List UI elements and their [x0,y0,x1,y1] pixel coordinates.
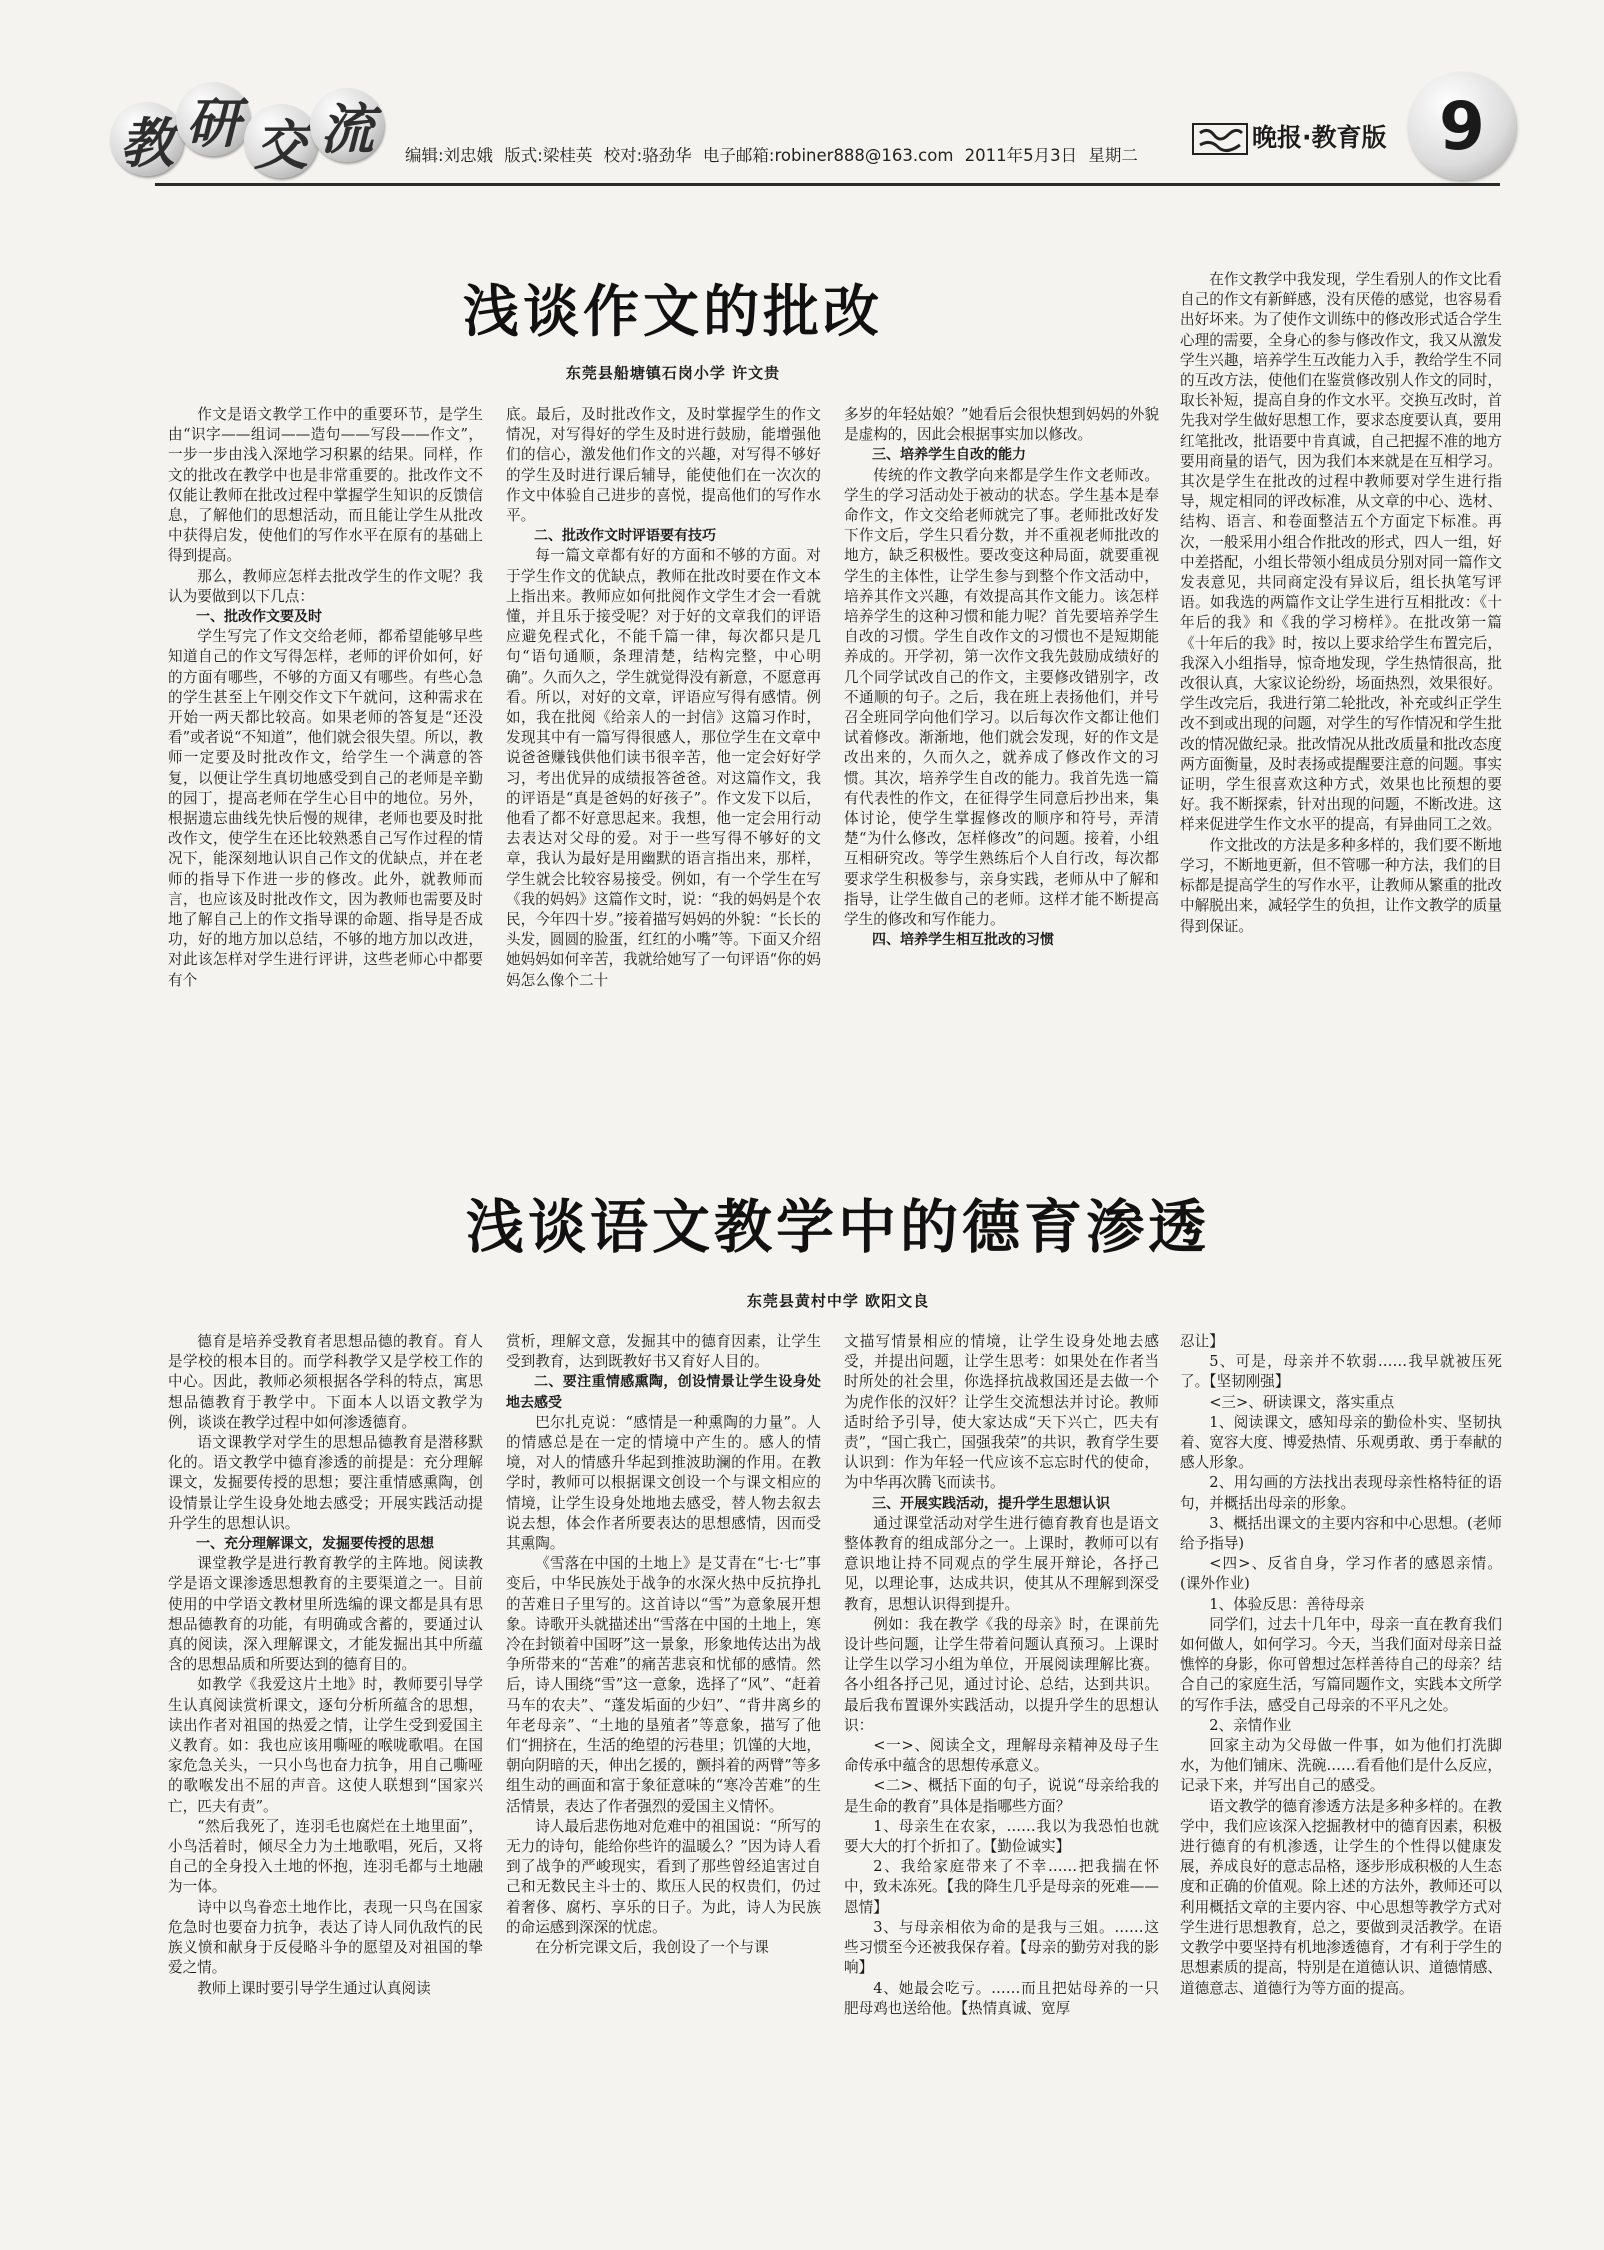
section-name-logo [110,91,440,186]
section-char: 交 [244,104,318,178]
paragraph: 作文是语文教学工作中的重要环节，是学生由“识字——组词——造句——写段——作文”，一步一步由浅入深地学习积累的结果。同样，作文的批改在教学中也是非常重要的。批改作文不仅能让教师在批改过程中掌握学生知识的反馈信息，了解他们的思想活动，而且能让学生从批改中获得启发，使他们的写作水平在原有的基础上得到提高。 [168,406,483,565]
paragraph: 文描写情景相应的情境，让学生设身处地去感受，并提出问题，让学生思考：如果处在作者当时所处的社会里，你选择抗战救国还是去做一个为虎作伥的汉奸？让学生交流想法并讨论。教师适时给予引导，使大家达成“天下兴亡，匹夫有责”，“国亡我亡，国强我荣”的共识，教育学生要认识到：作为年轻一代应该不忘忘时代的使命，为中华再次腾飞而读书。 [844,1333,1159,1492]
paragraph: 3、概括出课文的主要内容和中心思想。(老师给予指导) [1180,1514,1502,1553]
paragraph: “然后我死了，连羽毛也腐烂在土地里面”，小鸟活着时，倾尽全力为土地歌唱，死后，又将自己的全身投入土地的怀抱，连羽毛都与土地融为一体。 [168,1817,483,1896]
paragraph: 2、亲情作业 [1209,1716,1292,1734]
section-heading: 一、充分理解课文，发掘要传授的思想 [196,1536,434,1553]
page-header [100,87,1500,186]
section-char: 教 [110,102,184,176]
paragraph: 语文课教学对学生的思想品德教育是潜移默化的。语文教学中德育渗透的前提是：充分理解课文，发掘要传授的思想；要注重情感熏陶，创设情景让学生设身处地去感受；开展实践活动提升学生的思想认识。 [168,1434,483,1532]
article-essay-correction [168,240,1508,1190]
paragraph: 课堂教学是进行教育教学的主阵地。阅读教学是语文课渗透思想教育的主要渠道之一。目前使用的中学语文教材里所选编的课文都是具有思想品德教育的功能，有明确或含蓄的，要通过认真的阅读，深入理解课文，才能发掘出其中所蕴含的思想品质和所要达到的德育目的。 [168,1555,483,1674]
paragraph: 赏析，理解文意，发掘其中的德育因素，让学生受到教育，达到既教好书又育好人目的。 [506,1333,821,1371]
paragraph: 诗人最后悲伤地对危难中的祖国说：“所写的无力的诗句，能给你些许的温暖么？”因为诗人看到了战争的严峻现实，看到了那些曾经追害过自己和无数民主斗士的、欺压人民的权贵们，仍过着奢侈、腐朽、享乐的日子。为此，诗人为民族的命运感到深深的忧虑。 [506,1817,821,1936]
section-heading: 三、开展实践活动，提升学生思想认识 [872,1495,1110,1512]
paragraph: 忍让】 [1180,1333,1224,1350]
paragraph: <三>、研读课文，落实重点 [1209,1393,1395,1411]
article-moral-education [168,1180,1508,2180]
newspaper-logo-icon [1192,121,1248,157]
section-char: 研 [176,82,250,156]
paragraph: 回家主动为父母做一件事，如为他们打洗脚水，为他们铺床、洗碗……看看他们是什么反应，记录下来，并写出自己的感受。 [1180,1737,1502,1795]
article-title: 浅谈语文教学中的德育渗透 [465,1193,1210,1261]
paragraph: 在分析完课文后，我创设了一个与课 [535,1939,769,1957]
article-column [844,1332,1159,2182]
paragraph: 教师上课时要引导学生通过认真阅读 [197,1979,431,1997]
header-rule [155,183,1500,186]
paragraph: 2、用勾画的方法找出表现母亲性格特征的语句，并概括出母亲的形象。 [1180,1474,1502,1512]
section-char: 流 [310,88,384,162]
article-column [168,1332,483,2182]
paragraph: 诗中以鸟眷恋土地作比，表现一只鸟在国家危急时也要奋力抗争，表达了诗人同仇敌忾的民族义愤和献身于反侵略斗争的愿望及对祖国的挚爱之情。 [168,1898,483,1977]
article-column [506,1332,821,2182]
paragraph: <二>、概括下面的句子，说说“母亲给我的是生命的教育”具体是指哪些方面？ [844,1777,1159,1815]
paragraph: 作文批改的方法是多种多样的，我们要不断地学习，不断地更新，但不管哪一种方法，我们的目标都是提高学生的写作水平，让教师从繁重的批改中解脱出来，减轻学生的负担，让作文教学的质量得到保证。 [1180,836,1502,935]
paragraph: 2、我给家庭带来了不幸……把我揣在怀中，致未冻死。【我的降生几乎是母亲的死难——恩情】 [844,1858,1159,1916]
paragraph: 通过课堂活动对学生进行德育教育也是语文整体教育的组成部分之一。上课时，教师可以有意识地让持不同观点的学生展开辩论，各抒己见，以理论事，达成共识，使其从不理解到深受教育，思想认识得到提升。 [844,1514,1159,1613]
paragraph: 3、与母亲相依为命的是我与三姐。……这些习惯至今还被我保存着。【母亲的勤劳对我的影响】 [844,1918,1159,1977]
paragraph: <四>、反省自身，学习作者的感恩亲情。(课外作业) [1180,1555,1502,1593]
paragraph: 例如：我在教学《我的母亲》时，在课前先设计些问题，让学生带着问题认真预习。上课时让学生以学习小组为单位，开展阅读理解比赛。各小组各抒己见，通过讨论、总结，达到共识。最后我布置课外实践活动，以提升学生的思想认识： [844,1615,1159,1734]
editorial-credits: 编辑:刘忠娥 版式:梁桂英 校对:骆劲华 电子邮箱:robiner888@163.com 2011年5月3日 星期二 [405,146,1138,165]
paragraph: 每一篇文章都有好的方面和不够的方面。对于学生作文的优缺点，教师在批改时要在作文本上指出来。教师应如何批阅作文学生才会一看就懂，并且乐于接受呢？对于好的文章我们的评语应避免程式化，不能千篇一律，每次都只是几句“语句通顺，条理清楚，结构完整，中心明确”。久而久之，学生就觉得没有新意，不愿意再看。所以，对好的文章，评语应写得有感情。例如，我在批阅《给亲人的一封信》这篇习作时，发现其中有一篇写得很感人，那位学生在文章中说爸爸赚钱供他们读书很辛苦，他一定会好好学习，考出优异的成绩报答爸爸。对这篇作文，我的评语是“真是爸妈的好孩子”。作文发下以后，他看了都不好意思起来。我想，他一定会用行动去表达对父母的爱。对于一些写得不够好的文章，我认为最好是用幽默的语言指出来，那样，学生就会比较容易接受。例如，有一个学生在写《我的妈妈》这篇作文时，说：“我的妈妈是个农民，今年四十岁。”接着描写妈妈的外貌：“长长的头发，圆圆的脸蛋，红红的小嘴”等。下面又介绍她妈妈如何辛苦，我就给她写了一句评语“你的妈妈怎么像个二十 [506,547,821,989]
paragraph: 底。最后，及时批改作文，及时掌握学生的作文情况，对写得好的学生及时进行鼓励，能增强他们的信心，激发他们作文的兴趣，对写得不够好的学生及时进行课后辅导，能使他们在一次次的作文中体验自己进步的喜悦，提高他们的写作水平。 [506,406,821,525]
edition-text: 晚报·教育版 [1252,123,1387,152]
article-byline: 东莞县船塘镇石岗小学 许文贵 [565,364,781,382]
section-heading: 二、要注重情感熏陶，创设情景让学生设身处地去感受 [506,1374,821,1411]
paragraph: 多岁的年轻姑娘？”她看后会很快想到妈妈的外貌是虚构的，因此会根据事实加以修改。 [844,406,1159,444]
paragraph: 同学们，过去十几年中，母亲一直在教育我们如何做人，如何学习。今天，当我们面对母亲日益憔悴的身影，你可曾想过怎样善待自己的母亲？结合自己的家庭生活，写篇同题作文，实践本文所学的写作手法，感受自己母亲的不平凡之处。 [1180,1615,1502,1714]
paragraph: 1、阅读课文，感知母亲的勤俭朴实、坚韧执着、宽容大度、博爱热情、乐观勇敢、勇于奉献的感人形象。 [1180,1413,1502,1472]
article-title: 浅谈作文的批改 [463,280,883,345]
paragraph: 5、可是，母亲并不软弱……我早就被压死了。【坚韧刚强】 [1180,1353,1502,1391]
paragraph: 巴尔扎克说：“感情是一种熏陶的力量”。人的情感总是在一定的情境中产生的。感人的情境，对人的情感升华起到推波助澜的作用。在教学时，教师可以根据课文创设一个与课文相应的情境，让学生设身处地地去感受，替人物去叙去说去想，体会作者所要表达的思想感情，因而受其熏陶。 [506,1413,821,1553]
paragraph: 学生写完了作文交给老师，都希望能够早些知道自己的作文写得怎样，老师的评价如何，好的方面有哪些，不够的方面又有哪些。有些心急的学生甚至上午刚交作文下午就问，这种需求在开始一两天都比较高。如果老师的答复是“还没看”或者说“不知道”，他们就会很失望。所以，教师一定要及时批改作文，给学生一个满意的答复，以便让学生真切地感受到自己的老师是辛勤的园丁，提高老师在学生心目中的地位。另外，根据遗忘曲线先快后慢的规律，老师也要及时批改作文，使学生在还比较熟悉自己写作过程的情况下，能深刻地认识自己作文的优缺点，并在老师的指导下作进一步的修改。此外，就教师而言，也应该及时批改作文，因为教师也需要及时地了解自己上的作文指导课的命题、指导是否成功，好的地方加以总结，不够的地方加以改进，对此该怎样对学生进行评讲，这些老师心中都要有个 [168,628,483,989]
section-heading: 三、培养学生自改的能力 [872,447,1026,464]
section-heading: 一、批改作文要及时 [196,609,322,626]
edition-label [1192,118,1412,162]
paragraph: 《雪落在中国的土地上》是艾青在“七·七”事变后，中华民族处于战争的水深火热中反抗挣扎的苦难日子里写的。这首诗以“雪”为意象展开想象。诗歌开头就描述出“雪落在中国的土地上，寒冷在封锁着中国呀”这一景象，形象地传达出为战争所带来的“苦难”的痛苦悲哀和忧郁的感情。然后，诗人围绕“雪”这一意象，选择了“风”、“赶着马车的农夫”、“蓬发垢面的少妇”、“背井离乡的年老母亲”、“土地的垦殖者”等意象，描写了他们“拥挤在，生活的绝望的污巷里；饥馑的大地，朝向阴暗的天，伸出乞援的，颤抖着的两臂”等多组生动的画面和富于象征意味的“寒冷苦难”的生活情景，表达了作者强烈的爱国主义情怀。 [506,1555,821,1815]
paragraph: 那么，教师应怎样去批改学生的作文呢？我认为要做到以下几点： [168,567,483,605]
paragraph: 在作文教学中我发现，学生看别人的作文比看自己的作文有新鲜感，没有厌倦的感觉，也容易看出好坏来。为了使作文训练中的修改形式适合学生心理的需要，全身心的参与修改作文，我又从激发学生兴趣，培养学生互改能力入手，教给学生不同的互改方法，使他们在鉴赏修改别人作文的同时，取长补短，提高自身的作文水平。交换互改时，首先我对学生做好思想工作，要求态度要认真，要用红笔批改，批语要中肯真诚，自己把握不准的地方要用商量的语气，因为我们本来就是在互相学习。其次是学生在批改的过程中教师要对学生进行指导，规定相同的评改标准，从文章的中心、选材、结构、语言、和卷面整洁五个方面定下标准。再次，一般采用小组合作批改的形式，四人一组，好中差搭配，小组长带领小组成员分别对同一篇作文发表意见，共同商定没有异议后，组长执笔写评语。如我选的两篇作文让学生进行互相批改：《十年后的我》和《我的学习榜样》。在批改第一篇《十年后的我》时，按以上要求给学生布置完后，我深入小组指导，惊奇地发现，学生热情很高，批改很认真，大家议论纷纷，场面热烈，效果很好。学生改完后，我进行第二轮批改，补充或纠正学生改不到或出现的问题，对学生的写作情况和学生批改的情况做纪录。批改情况从批改质量和批改态度两方面衡量，及时表扬或提醒要注意的问题。事实证明，学生很喜欢这种方式，效果也比预想的要好。我不断探索，针对出现的问题，不断改进。这样来促进学生作文水平的提高，有异曲同工之效。 [1180,271,1502,834]
paragraph: 1、体验反思：善待母亲 [1209,1595,1365,1613]
article-column [1180,1332,1502,2182]
page-number: 9 [1408,72,1516,180]
article-column [1180,270,1502,1185]
paragraph: 语文教学的德育渗透方法是多种多样的。在教学中，我们应该深入挖掘教材中的德育因素，积极进行德育的有机渗透，让学生的个性得以健康发展，养成良好的意志品格，逐步形成积极的人生态度和正确的价值观。除上述的方法外，教师还可以利用概括文章的主要内容、中心思想等教学方式对学生进行思想教育，总之，要做到灵活教学。在语文教学中要坚持有机地渗透德育，才有利于学生的思想素质的提高，特别是在道德认识、道德情感、道德意志、道德行为等方面的提高。 [1180,1797,1502,1997]
article-column [168,405,483,1185]
paragraph: 4、她最会吃亏。……而且把姑母养的一只肥母鸡也送给他。【热情真诚、宽厚 [844,1979,1159,2017]
article-column [844,405,1159,1185]
section-heading: 四、培养学生相互批改的习惯 [872,932,1054,949]
paragraph: 1、母亲生在农家，……我以为我恐怕也就要大大的打个折扣了。【勤俭诚实】 [844,1817,1159,1856]
paragraph: <一>、阅读全文，理解母亲精神及母子生命传承中蕴含的思想传承意义。 [844,1737,1159,1775]
paragraph: 如教学《我爱这片土地》时，教师要引导学生认真阅读赏析课文，逐句分析所蕴含的思想，读出作者对祖国的热爱之情，让学生受到爱国主义教育。如：我也应该用嘶哑的喉咙歌唱。在国家危急关头，一只小鸟也奋力抗争，用自己嘶哑的歌喉发出不屈的声音。这使人联想到“国家兴亡，匹夫有责”。 [168,1676,483,1815]
section-heading: 二、批改作文时评语要有技巧 [534,528,716,545]
article-column [506,405,821,1185]
paragraph: 德育是培养受教育者思想品德的教育。育人是学校的根本目的。而学科教学又是学校工作的中心。因此，教师必须根据各学科的特点，寓思想品德教育于教学中。下面本人以语文教学为例，谈谈在教学过程中如何渗透德育。 [168,1333,483,1431]
paragraph: 传统的作文教学向来都是学生作文老师改。学生的学习活动处于被动的状态。学生基本是奉命作文，作文交给老师就完了事。老师批改好发下作文后，学生只看分数，并不重视老师批改的地方，缺乏积极性。要改变这种局面，就要重视学生的主体性，让学生参与到整个作文活动中，培养其作文兴趣，有效提高其作文能力。该怎样培养学生的这种习惯和能力呢？首先要培养学生自改的习惯。学生自改作文的习惯也不是短期能养成的。开学初，第一次作文我先鼓励成绩好的几个同学试改自己的作文，主要修改错别字，改不通顺的句子。之后，我在班上表扬他们，并号召全班同学向他们学习。以后每次作文都让他们试着修改。渐渐地，他们就会发现，好的作文是改出来的，久而久之，就养成了修改作文的习惯。其次，培养学生自改的能力。我首先选一篇有代表性的作文，在征得学生同意后抄出来，集体讨论，使学生掌握修改的顺序和符号，弄清楚“为什么修改，怎样修改”的问题。接着，小组互相研究改。等学生熟练后个人自行改，每次都要求学生积极参与，亲身实践，老师从中了解和指导，让学生做自己的老师。这样才能不断提高学生的修改和写作能力。 [844,466,1159,929]
article-byline: 东莞县黄村中学 欧阳文良 [746,1292,930,1310]
